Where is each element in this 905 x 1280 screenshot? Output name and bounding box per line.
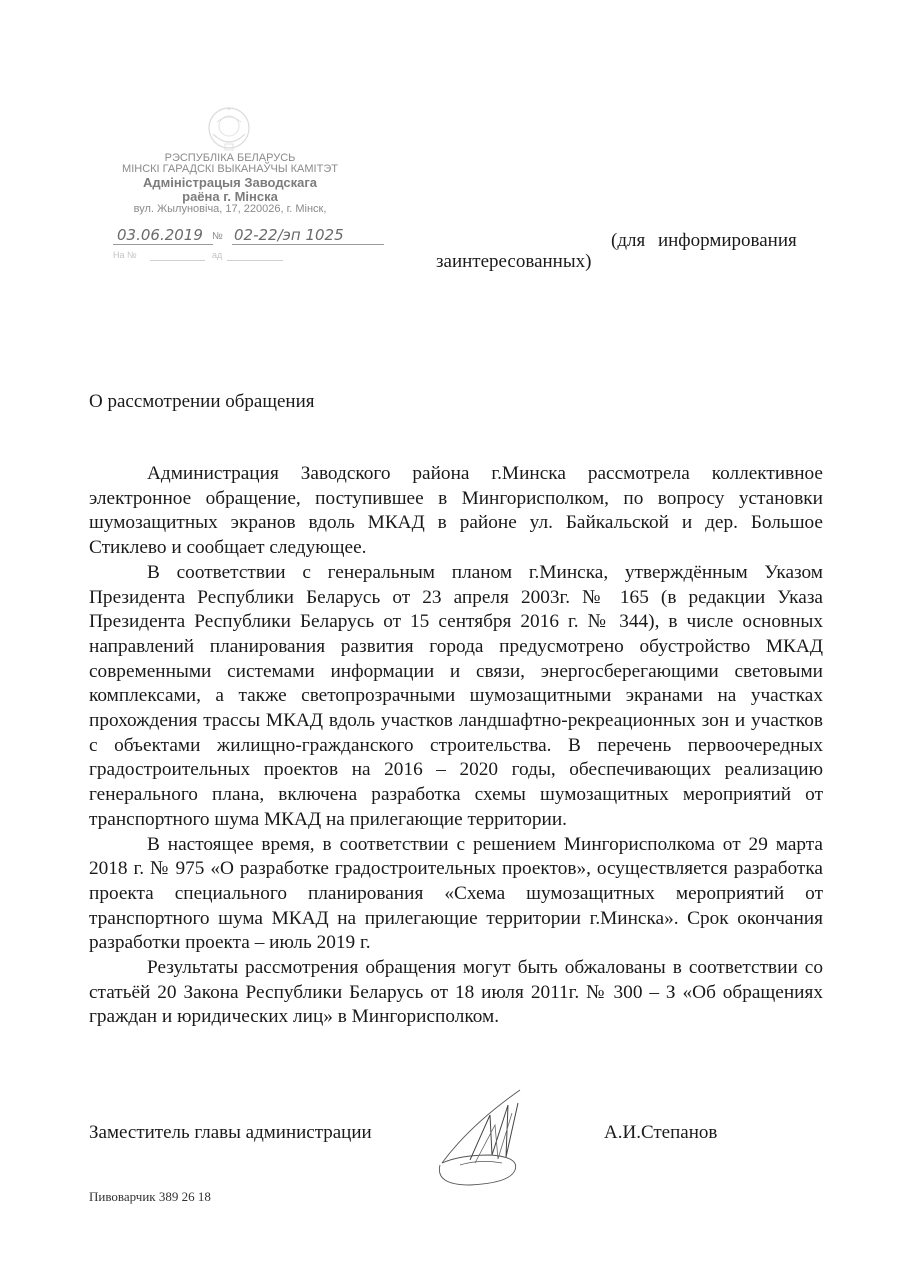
- body-paragraph: Администрация Заводского района г.Минска рассмотрела коллективное электронное обращение, поступившее в Мингорисполком, по вопросу установки шумозащитных экранов вдоль МКАД в районе ул. Байкальской и дер. Большое Стиклево и сообщает следующее.: [89, 463, 823, 559]
- addressee-line-1: (для информирования: [611, 230, 797, 251]
- signatory-name: А.И.Степанов: [604, 1122, 718, 1143]
- executor-contact: Пивоварчик 389 26 18: [89, 1189, 211, 1204]
- reply-number-line: [150, 260, 205, 261]
- addressee-line-2: заинтересованных): [436, 251, 592, 272]
- letterhead-country: РЭСПУБЛІКА БЕЛАРУСЬ: [164, 152, 296, 164]
- subject-heading: О рассмотрении обращения: [89, 391, 315, 412]
- outgoing-date: 03.06.2019: [113, 226, 213, 245]
- reply-to-label: На №: [113, 250, 137, 260]
- letter-body: [89, 462, 823, 1030]
- state-emblem-icon: [205, 104, 253, 156]
- handwritten-signature-icon: [430, 1085, 560, 1195]
- letterhead-committee: МІНСКІ ГАРАДСКІ ВЫКАНАЎЧЫ КАМІТЭТ: [122, 163, 338, 175]
- registration-number: 02-22/эп 1025: [232, 226, 384, 245]
- letterhead-administration: Адміністрацыя Заводскага: [142, 175, 318, 190]
- body-paragraph: Результаты рассмотрения обращения могут быть обжалованы в соответствии со статьёй 20 Закона Республики Беларусь от 18 июля 2011г. № 300 – З «Об обращениях граждан и юридических лиц» в Мингорисполком.: [89, 957, 823, 1028]
- signatory-title: Заместитель главы администрации: [89, 1122, 372, 1143]
- reply-date-line: [227, 260, 283, 261]
- letterhead-district: раёна г. Мінска: [182, 189, 278, 204]
- body-paragraph: В соответствии с генеральным планом г.Минска, утверждённым Указом Президента Республики Беларусь от 23 апреля 2003г. № 165 (в редакции Указа Президента Республики Беларусь от 15 сентября 2016 г. № 344), в числе основных направлений планирования развития города предусмотрено обустройство МКАД современными системами информации и связи, энергосберегающими световыми комплексами, а также светопрозрачными шумозащитными экранами на участках прохождения трассы МКАД вдоль участков ландшафтно-рекреационных зон и участков с объектами жилищно-гражданского строительства. В перечень первоочередных градостроительных проектов на 2016 – 2020 годы, обеспечивающих реализацию генерального плана, включена разработка схемы шумозащитных мероприятий от транспортного шума МКАД на прилегающие территории.: [89, 561, 823, 830]
- body-paragraph: В настоящее время, в соответствии с решением Мингорисполкома от 29 марта 2018 г. № 975 «О разработке градостроительных проектов», осуществляется разработка проекта специального планирования «Схема шумозащитных мероприятий от транспортного шума МКАД на прилегающие территории г.Минска». Срок окончания разработки проекта – июль 2019 г.: [89, 833, 823, 954]
- reply-date-label: ад: [212, 250, 223, 260]
- letterhead-address: вул. Жылуновіча, 17, 220026, г. Мінск,: [133, 203, 327, 215]
- number-label: №: [212, 231, 223, 242]
